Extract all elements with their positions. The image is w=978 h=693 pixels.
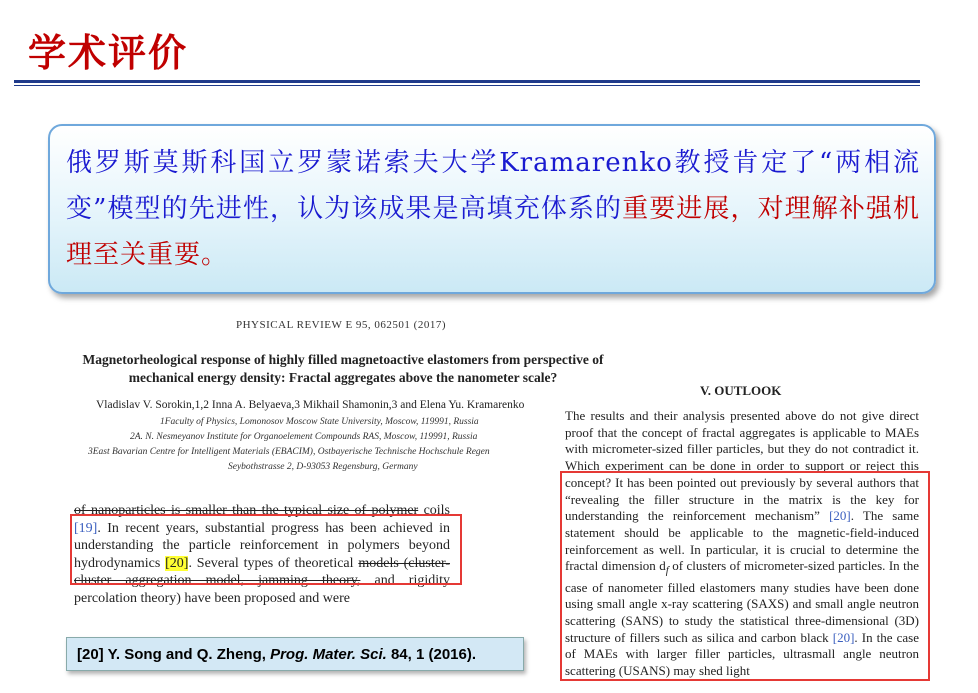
right-text-b: . The same statement should be applicable to the magnetic-field-induced reinforcement as well. In particular, it is crucial to determine the fractal dimension d (565, 508, 919, 574)
citation-journal: Prog. Mater. Sci. (270, 646, 387, 663)
ref-20-highlight: [20] (165, 555, 189, 571)
citation-box (66, 637, 524, 671)
citation-prefix: [20] Y. Song and Q. Zheng, (77, 646, 271, 663)
affiliation-2: 2A. N. Nesmeyanov Institute for Organoelement Compounds RAS, Moscow, 119991, Russia (130, 432, 478, 442)
affiliation-3: 3East Bavarian Centre for Intelligent Materials (EBACIM), Ostbayerische Technische Hochschule Regen (88, 447, 490, 457)
citation-suffix: 84, 1 (2016). (386, 646, 477, 663)
paper-title: Magnetorheological response of highly filled magnetoactive elastomers from perspective of mechanical energy density: Fractal aggregates above the nanometer scale? (82, 352, 604, 385)
callout-text-blue: 俄罗斯莫斯科国立罗蒙诺索夫大学Kramarenko教授肯定了“两相流变”模型的先进性，认为该成果是高填充体系的 (66, 148, 920, 224)
title-divider (14, 80, 920, 83)
ref-19: [19] (74, 520, 98, 536)
affiliation-1: 1Faculty of Physics, Lomonosov Moscow State University, Moscow, 119991, Russia (160, 417, 479, 427)
left-text-b: . In recent years, substantial progress has been achieved in understanding the particle reinforcement in polymers beyond hydrodynamics (74, 520, 450, 571)
fractal-subscript: f (665, 564, 669, 577)
left-struck-line-2: models (cluster-cluster aggregation model, jamming theory, (74, 555, 450, 589)
right-text-d: . In the case of MAEs with larger filler particles, ultrasmall angle neutron scattering (USANS) may shed light (565, 629, 919, 679)
left-struck-line: of nanoparticles is smaller than the typical size of polymer (74, 503, 419, 518)
section-heading: V. OUTLOOK (700, 383, 782, 398)
ref-20a: [20] (829, 508, 851, 524)
left-text-a: coils (423, 503, 451, 518)
right-highlight-box (560, 471, 930, 681)
callout-box (48, 124, 936, 294)
ref-20b: [20] (832, 629, 855, 645)
affiliation-4: Seybothstrasse 2, D-93053 Regensburg, Germany (228, 462, 418, 472)
callout-text-red: 重要进展，对理解补强机理至关重要。 (66, 194, 920, 270)
left-text-d: and rigidity percolation theory) have been proposed and were (74, 573, 451, 606)
left-text-c: . Several types of theoretical (188, 555, 354, 571)
right-text-a: The results and their analysis presented above do not give direct proof that the concept of fractal aggregates is applicable to MAEs with micrometer-sized filler particles, but they do not contradict it. Which experiment can be done in order to support or reject this concept? It has been pointed out previously by several authors that “revealing the filler structure in the matrix is the key for understanding the reinforcement mechanism” (565, 408, 919, 524)
journal-line: PHYSICAL REVIEW E 95, 062501 (2017) (236, 319, 446, 331)
callout-text (66, 140, 920, 278)
slide-title: 学术评价 (28, 31, 189, 75)
left-highlight-box (70, 514, 462, 585)
title-divider-thin (14, 85, 920, 86)
paper-authors: Vladislav V. Sorokin,1,2 Inna A. Belyaeva,3 Mikhail Shamonin,3 and Elena Yu. Kramarenko (96, 399, 525, 411)
right-text-c: of clusters of micrometer-sized particles. In the case of nanometer filled elastomers many studies have been done using small angle x-ray scattering (SAXS) and small angle neutron scattering (SANS) to study the statistical three-dimensional (3D) structure of fillers such as silica and carbon black (565, 558, 920, 645)
